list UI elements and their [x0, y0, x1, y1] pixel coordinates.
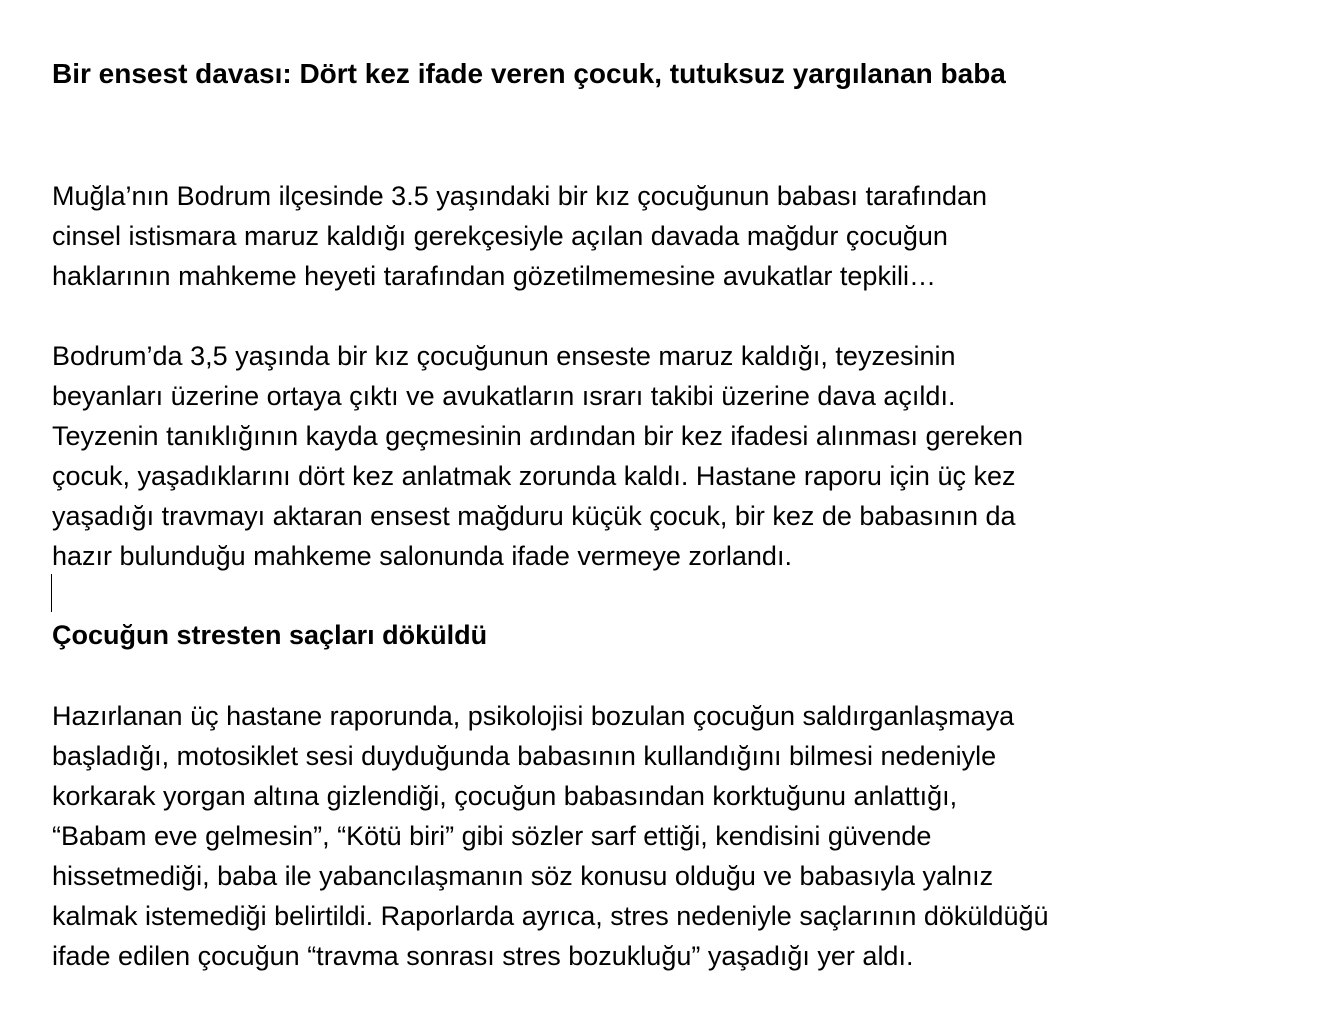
paragraph-case-details: Bodrum’da 3,5 yaşında bir kız çocuğunun enseste maruz kaldığı, teyzesinin beyanları üzerine ortaya çıktı ve avukatların ısrarı takibi üzerine dava açıldı. Teyzenin tanıklığının kayda geçmesinin ardından bir kez ifadesi alınması gereken çocuk, yaşadıklarını dört kez anlatmak zorunda kaldı. Hastane raporu için üç kez yaşadığı travmayı aktaran ensest mağduru küçük çocuk, bir kez de babasının da hazır bulunduğu mahkeme salonunda ifade vermeye zorlandı. — [52, 341, 1024, 571]
document-title: Bir ensest davası: Dört kez ifade veren çocuk, tutuksuz yargılanan baba — [52, 58, 1006, 89]
section-subheading: Çocuğun stresten saçları döküldü — [52, 620, 488, 650]
text-cursor — [51, 574, 52, 612]
paragraph-hospital-reports: Hazırlanan üç hastane raporunda, psikolojisi bozulan çocuğun saldırganlaşmaya başladığı, motosiklet sesi duyduğunda babasının kullandığını bilmesi nedeniyle korkarak yorgan altına gizlendiği, çocuğun babasından korktuğunu anlattığı, “Babam eve gelmesin”, “Kötü biri” gibi sözler sarf ettiği, kendisini güvende hissetmediği, baba ile yabancılaşmanın söz konusu olduğu ve babasıyla yalnız kalmak istemediği belirtildi. Raporlarda ayrıca, stres nedeniyle saçlarının döküldüğü ifade edilen çocuğun “travma sonrası stres bozukluğu” yaşadığı yer aldı. — [52, 701, 1049, 971]
paragraph-intro: Muğla’nın Bodrum ilçesinde 3.5 yaşındaki bir kız çocuğunun babası tarafından cinsel istismara maruz kaldığı gerekçesiyle açılan davada mağdur çocuğun haklarının mahkeme heyeti tarafından gözetilmemesine avukatlar tepkili… — [52, 181, 988, 291]
